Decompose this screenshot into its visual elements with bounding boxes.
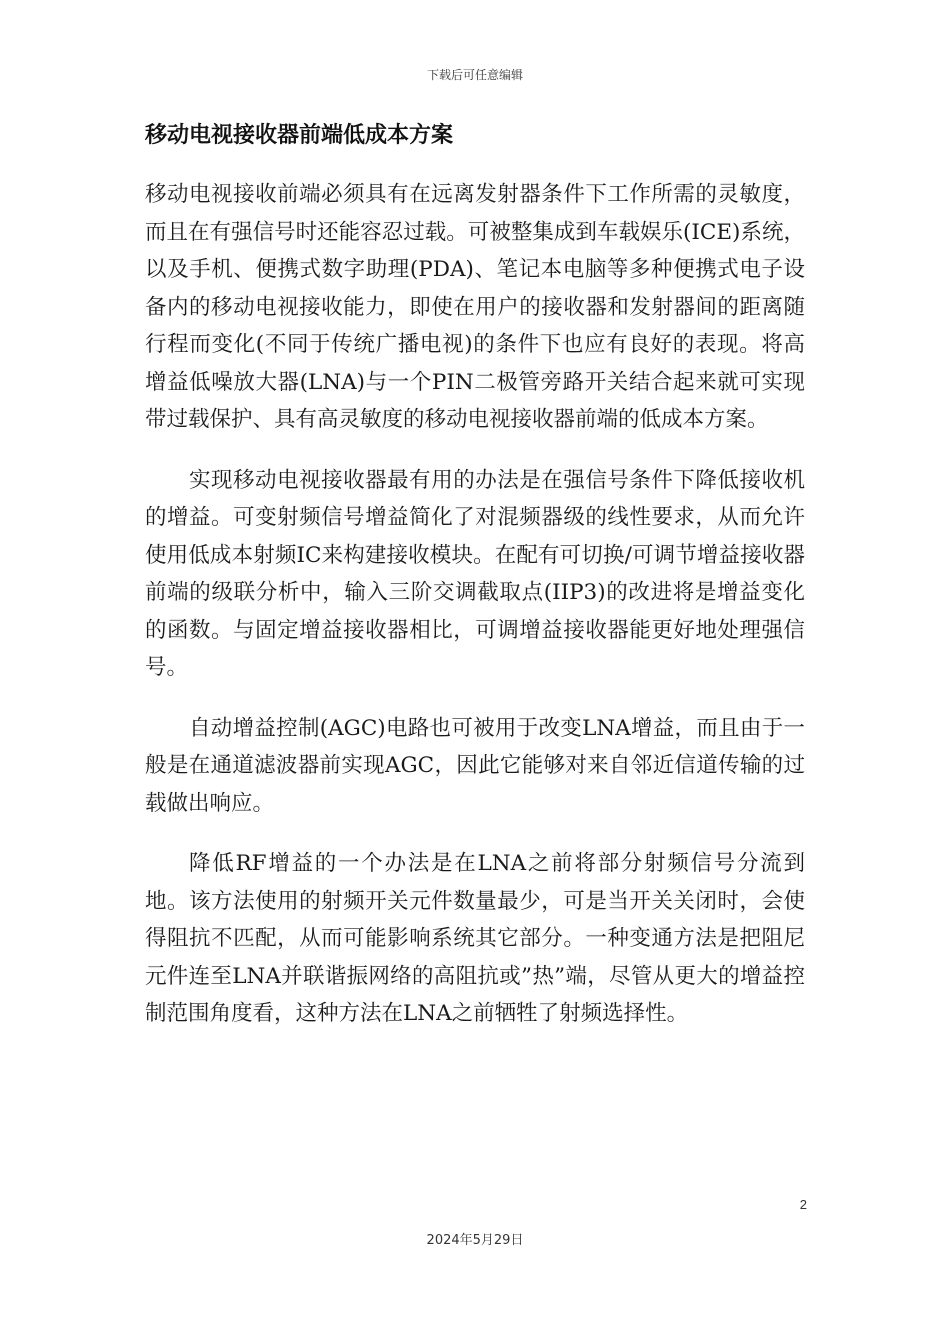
page-number: 2	[799, 1197, 807, 1212]
document-body	[145, 176, 805, 1056]
paragraph-agc: 自动增益控制(AGC)电路也可被用于改变LNA增益，而且由于一般是在通道滤波器前实现AGC，因此它能够对来自邻近信道传输的过载做出响应。	[145, 715, 805, 816]
page-header: 下载后可任意编辑	[426, 68, 523, 82]
paragraph-gain-reduction: 实现移动电视接收器最有用的办法是在强信号条件下降低接收机的增益。可变射频信号增益简化了对混频器级的线性要求，从而允许使用低成本射频IC来构建接收模块。在配有可切换/可调节增益接收器前端的级联分析中，输入三阶交调截取点(IIP3)的改进将是增益变化的函数。与固定增益接收器相比，可调增益接收器能更好地处理强信号。	[145, 467, 805, 680]
page-footer-date: 2024年5月29日	[426, 1233, 524, 1248]
document-title: 移动电视接收器前端低成本方案	[145, 123, 454, 148]
paragraph-rf-gain: 降低RF增益的一个办法是在LNA之前将部分射频信号分流到地。该方法使用的射频开关元件数量最少，可是当开关关闭时，会使得阻抗不匹配，从而可能影响系统其它部分。一种变通方法是把阻尼元件连至LNA并联谐振网络的高阻抗或”热”端，尽管从更大的增益控制范围角度看，这种方法在LNA之前牺牲了射频选择性。	[145, 851, 805, 1026]
paragraph-intro: 移动电视接收前端必须具有在远离发射器条件下工作所需的灵敏度，而且在有强信号时还能容忍过载。可被整集成到车载娱乐(ICE)系统，以及手机、便携式数字助理(PDA)、笔记本电脑等多种便携式电子设备内的移动电视接收能力，即使在用户的接收器和发射器间的距离随行程而变化(不同于传统广播电视)的条件下也应有良好的表现。将高增益低噪放大器(LNA)与一个PIN二极管旁路开关结合起来就可实现带过载保护、具有高灵敏度的移动电视接收器前端的低成本方案。	[145, 182, 805, 432]
